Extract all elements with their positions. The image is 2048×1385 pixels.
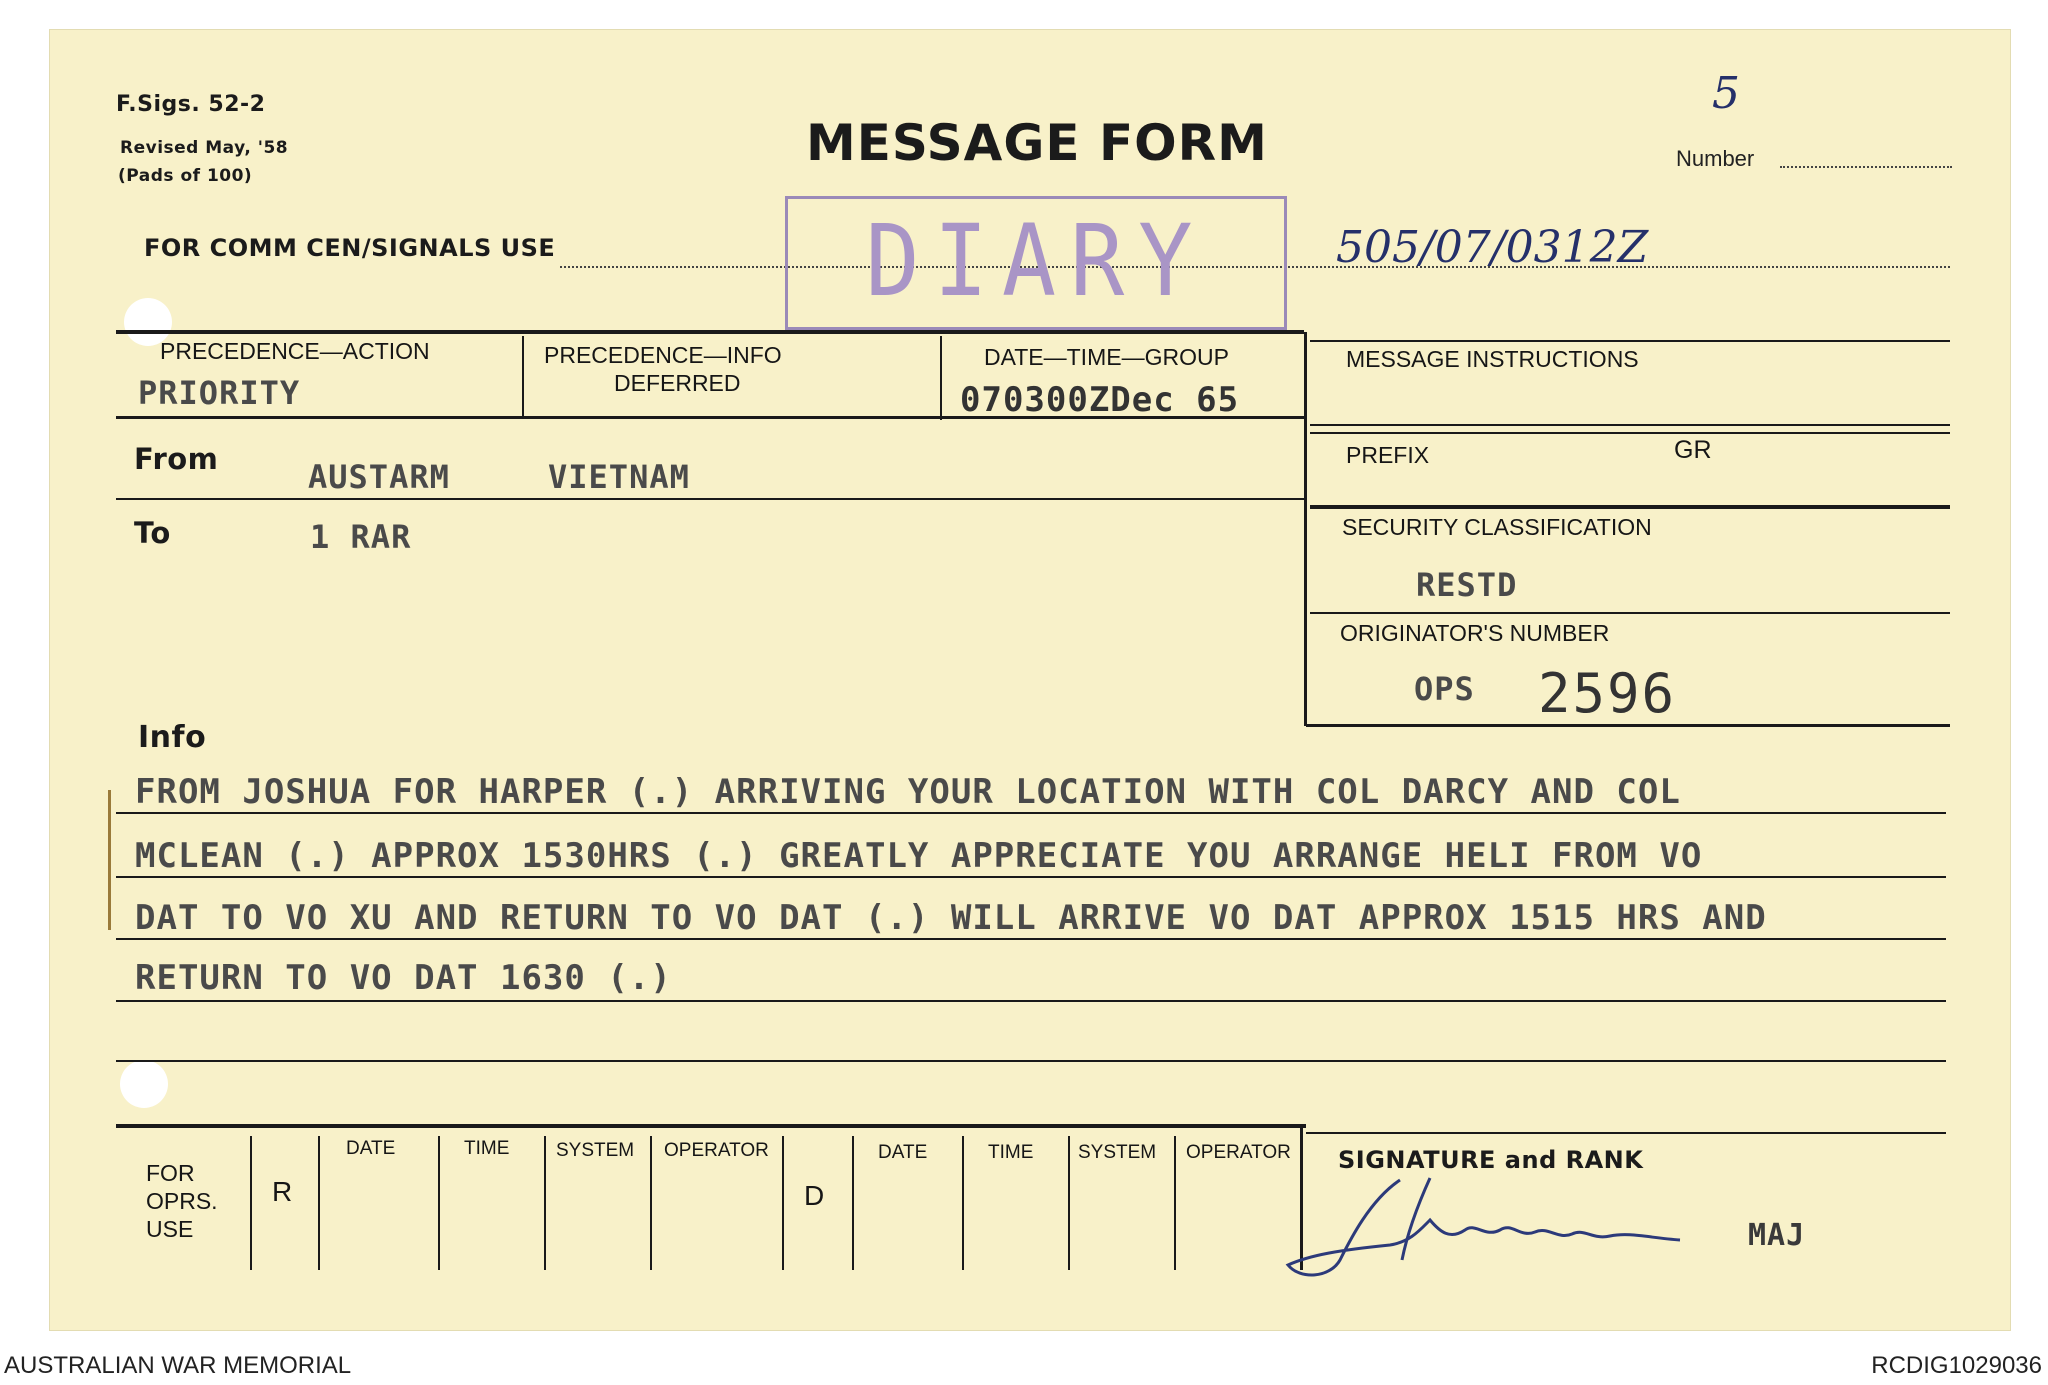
form-code: F.Sigs. 52-2	[116, 92, 266, 117]
col-operator-d: OPERATOR	[1186, 1142, 1291, 1163]
number-dotted-line	[1780, 166, 1952, 168]
ops-v-7	[852, 1136, 854, 1270]
rule-text-3	[116, 938, 1946, 940]
ops-v-4	[544, 1136, 546, 1270]
originator-label: ORIGINATOR'S NUMBER	[1340, 620, 1610, 646]
precedence-info-label: PRECEDENCE—INFO	[544, 342, 782, 368]
signature-rank-label: SIGNATURE and RANK	[1338, 1146, 1644, 1174]
message-line-4: RETURN TO VO DAT 1630 (.)	[135, 958, 672, 998]
gr-label: GR	[1674, 436, 1712, 464]
col-date-r: DATE	[346, 1138, 396, 1159]
comm-cen-value: 505/07/0312Z	[1336, 222, 1649, 273]
col-system-r: SYSTEM	[556, 1140, 635, 1161]
col-operator-r: OPERATOR	[664, 1140, 769, 1161]
ops-v-10	[1174, 1136, 1176, 1270]
ops-v-2	[318, 1136, 320, 1270]
number-value: 5	[1712, 68, 1740, 119]
col-date-d: DATE	[878, 1142, 928, 1163]
rule-text-5	[116, 1060, 1946, 1062]
comm-cen-label: FOR COMM CEN/SIGNALS USE	[144, 234, 556, 262]
rule-instructions-bottom-2	[1310, 432, 1950, 434]
prefix-label: PREFIX	[1346, 442, 1430, 468]
message-line-3: DAT TO VO XU AND RETURN TO VO DAT (.) WILL ARRIVE VO DAT APPROX 1515 HRS AND	[135, 898, 1767, 938]
security-label: SECURITY CLASSIFICATION	[1342, 514, 1652, 540]
col-time-r: TIME	[464, 1138, 510, 1159]
rule-text-2	[116, 876, 1946, 878]
ops-v-6	[782, 1136, 784, 1270]
ops-v-5	[650, 1136, 652, 1270]
from-value-2: VIETNAM	[548, 458, 690, 496]
ops-v-1	[250, 1136, 252, 1270]
precedence-info-deferred: DEFERRED	[614, 370, 741, 396]
message-instructions-label: MESSAGE INSTRUCTIONS	[1346, 346, 1639, 372]
revised-date: Revised May, '58	[120, 138, 289, 158]
col-system-d: SYSTEM	[1078, 1142, 1157, 1163]
for-oprs-use-2: OPRS.	[146, 1188, 218, 1214]
rule-text-1	[116, 812, 1946, 814]
message-line-2: MCLEAN (.) APPROX 1530HRS (.) GREATLY APPRECIATE YOU ARRANGE HELI FROM VO	[135, 836, 1703, 876]
rule-text-4	[116, 1000, 1946, 1002]
info-margin-mark	[108, 790, 111, 930]
rule-security-bottom	[1310, 612, 1950, 614]
ops-v-3	[438, 1136, 440, 1270]
ops-v-8	[962, 1136, 964, 1270]
dtg-label: DATE—TIME—GROUP	[984, 344, 1229, 370]
originator-prefix: OPS	[1414, 670, 1475, 708]
r-label: R	[272, 1176, 293, 1207]
originator-number: 2596	[1538, 662, 1677, 725]
rank-value: MAJ	[1748, 1218, 1806, 1253]
rule-bottom-block	[116, 1124, 1306, 1128]
message-line-1: FROM JOSHUA FOR HARPER (.) ARRIVING YOUR LOCATION WITH COL DARCY AND COL	[135, 772, 1681, 812]
form-title: MESSAGE FORM	[806, 114, 1268, 172]
rule-prefix-bottom	[1310, 505, 1950, 509]
rule-v-precedence-2	[940, 336, 942, 420]
rule-top	[116, 330, 1304, 334]
to-value: 1 RAR	[310, 518, 412, 556]
security-value: RESTD	[1416, 566, 1518, 604]
info-label: Info	[138, 720, 207, 755]
rule-from-bottom	[116, 498, 1304, 500]
footer-left: AUSTRALIAN WAR MEMORIAL	[4, 1352, 352, 1379]
pads-note: (Pads of 100)	[118, 166, 253, 186]
col-time-d: TIME	[988, 1142, 1034, 1163]
rule-instructions-bottom	[1310, 424, 1950, 426]
rule-v-right-block	[1304, 332, 1307, 726]
signature-scribble	[1280, 1160, 1740, 1290]
from-label: From	[134, 442, 219, 476]
punch-hole-bottom	[120, 1060, 168, 1108]
ops-v-9	[1068, 1136, 1070, 1270]
rule-bottom-block-right	[1306, 1132, 1946, 1134]
precedence-action-value: PRIORITY	[138, 374, 301, 412]
to-label: To	[134, 516, 171, 550]
number-label: Number	[1676, 146, 1755, 171]
footer-right: RCDIG1029036	[1871, 1352, 2042, 1379]
rule-top-right	[1310, 340, 1950, 342]
dtg-value: 070300ZDec 65	[960, 380, 1240, 420]
from-value-1: AUSTARM	[308, 458, 450, 496]
for-oprs-use-1: FOR	[146, 1160, 195, 1186]
diary-stamp	[785, 196, 1287, 330]
precedence-action-label: PRECEDENCE—ACTION	[160, 338, 430, 364]
rule-v-precedence-1	[522, 336, 524, 416]
stamp-text: DIARY	[865, 203, 1207, 320]
for-oprs-use-3: USE	[146, 1216, 194, 1242]
d-label: D	[804, 1180, 825, 1211]
